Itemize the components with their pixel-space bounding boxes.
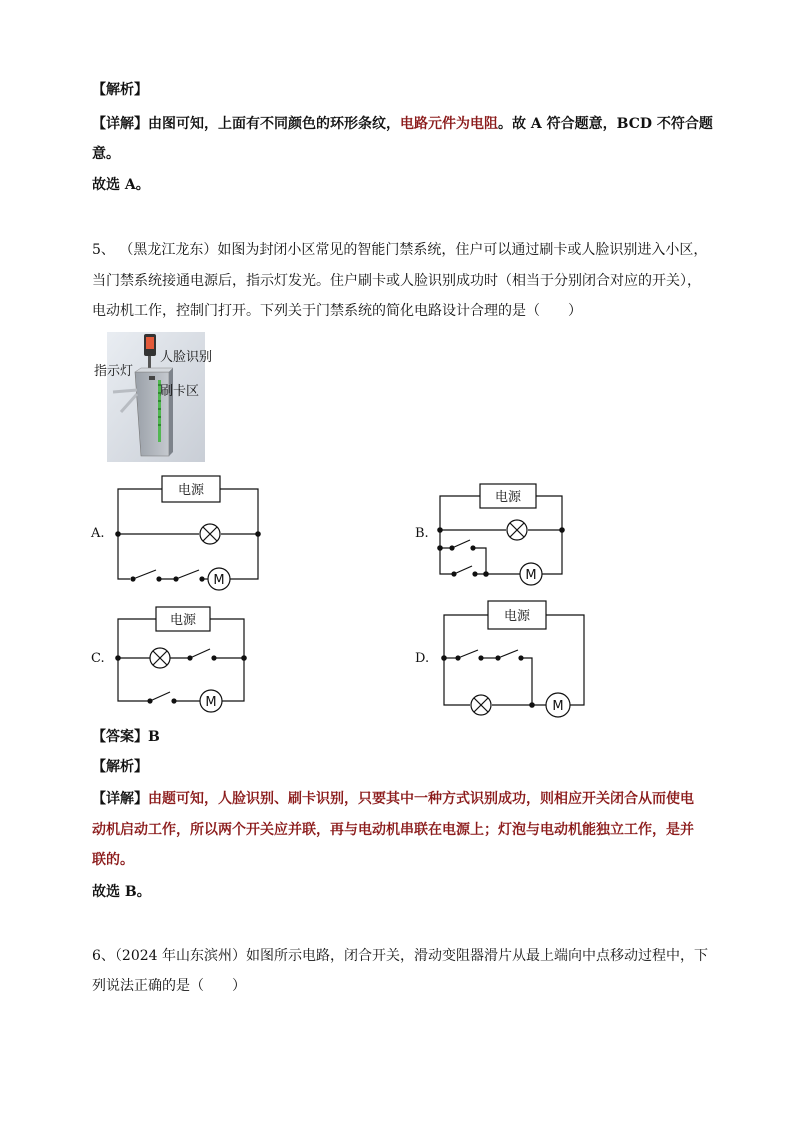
q5-conclusion: 故选 B。 [92, 884, 151, 900]
lamp-icon [471, 695, 491, 715]
svg-text:M: M [213, 573, 225, 588]
power-label: 电源 [503, 609, 531, 624]
q4-detail-part1: 由图可知，上面有不同颜色的环形条纹， [148, 116, 400, 132]
option-b-label[interactable]: B. [415, 526, 429, 541]
q5-answer-value: B [148, 729, 160, 745]
photo-label-card: 刷卡区 [160, 384, 200, 399]
photo-label-light: 指示灯 [94, 364, 134, 379]
svg-text:M: M [552, 699, 564, 714]
motor-icon [200, 690, 222, 712]
q4-answer: 故选 A。 [92, 177, 150, 193]
option-a-label[interactable]: A. [91, 526, 105, 541]
power-label: 电源 [494, 490, 522, 505]
option-c-label[interactable]: C. [91, 651, 105, 666]
q6-stem-line1: 6、（2024 年山东滨州）如图所示电路，闭合开关，滑动变阻器滑片从最上端向中点移动过程中，下 [92, 948, 708, 964]
lamp-icon [200, 524, 220, 544]
q4-detail-part2: 电路元件为电阻 [400, 116, 498, 132]
q5-stem-line1: 5、 （黑龙江龙东）如图为封闭小区常见的智能门禁系统，住户可以通过刷卡或人脸识别进入小区， [92, 242, 708, 258]
photo-label-face: 人脸识别 [160, 350, 213, 365]
q4-jiexi-label: 【解析】 [92, 82, 148, 98]
lamp-icon [150, 648, 170, 668]
motor-icon [520, 563, 542, 585]
q6-stem-line2: 列说法正确的是（ ） [92, 978, 246, 994]
q5-answer-line [92, 727, 160, 747]
q5-answer-label: 【答案】 [92, 729, 148, 745]
motor-icon [546, 693, 570, 717]
svg-text:M: M [525, 568, 537, 583]
q5-detail-line2: 动机启动工作，所以两个开关应并联，再与电动机串联在电源上；灯泡与电动机能独立工作，是并 [92, 822, 694, 838]
q5-detail-line1 [92, 789, 694, 809]
q4-detail-part3: 。故 A 符合题意，BCD 不符合题 [498, 116, 713, 132]
q5-jiexi-label: 【解析】 [92, 759, 148, 775]
power-label: 电源 [177, 483, 205, 498]
option-d-label[interactable]: D. [415, 651, 430, 666]
svg-text:M: M [205, 695, 217, 710]
q5-xiangjie-label: 【详解】 [92, 791, 148, 807]
q5-stem-line2: 当门禁系统接通电源后，指示灯发光。住户刷卡或人脸识别成功时（相当于分别闭合对应的开关）， [92, 273, 701, 289]
q5-detail-line3: 联的。 [92, 852, 134, 868]
q4-detail-cont: 意。 [92, 146, 120, 162]
lamp-icon [507, 520, 527, 540]
q5-detail-text1: 由题可知，人脸识别、刷卡识别，只要其中一种方式识别成功，则相应开关闭合从而使电 [148, 791, 694, 807]
q5-stem-line3: 电动机工作，控制门打开。下列关于门禁系统的简化电路设计合理的是（ ） [92, 303, 582, 319]
q4-xiangjie-label: 【详解】 [92, 116, 148, 132]
motor-icon [208, 568, 230, 590]
power-label: 电源 [169, 613, 197, 628]
